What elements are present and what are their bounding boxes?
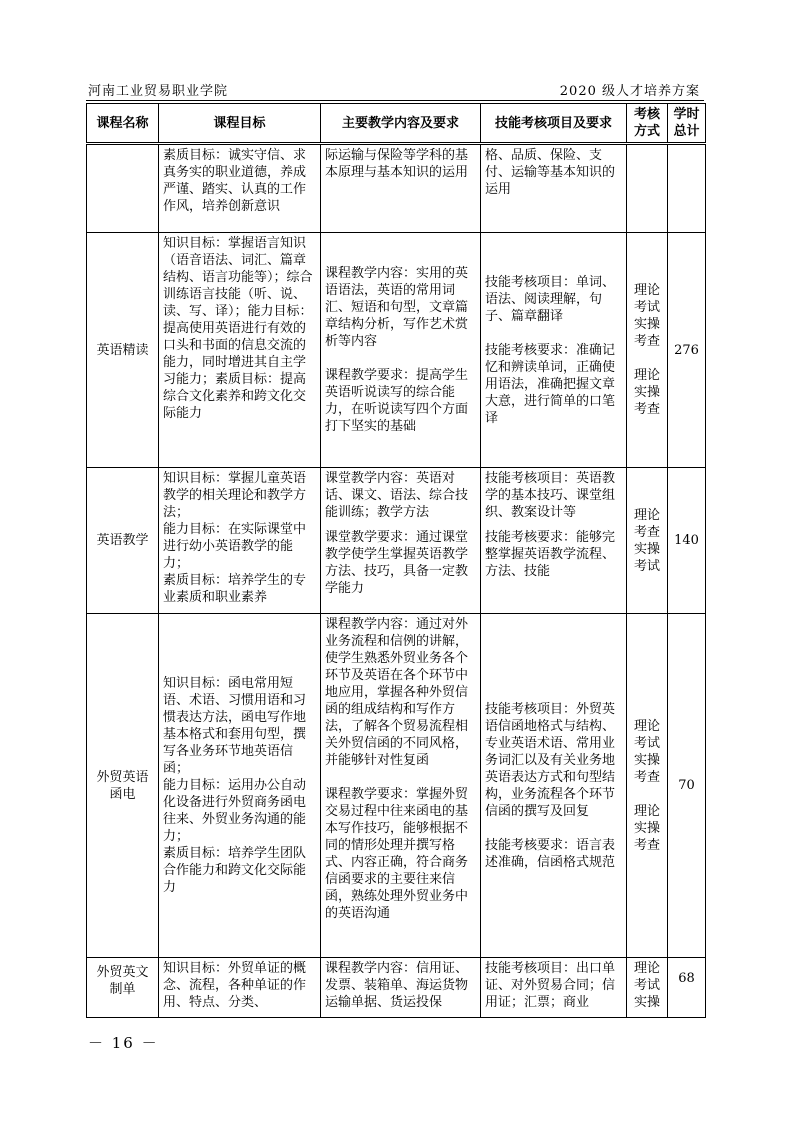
skill-assessment-item-text: 技能考核项目：英语教学的基本技巧、课堂组织、教案设计等 [485,471,616,520]
header-rule [86,100,704,101]
skill-assessment-cell [481,233,627,468]
course-name-cell: 英语精读 [87,233,159,468]
course-name-cell [87,144,159,233]
skill-assessment-cell [481,468,627,614]
total-hours-cell: 276 [668,233,706,468]
course-name-cell: 英语教学 [87,468,159,614]
teaching-content-text: 课程教学内容：信用证、发票、装箱单、海运货物运输单据、货运投保 [325,961,469,1010]
skill-assessment-requirement-text: 技能考核要求：能够完整掌握英语教学流程、方法、技能 [485,530,616,579]
course-goal-cell [159,958,321,1018]
column-header-assessment-method: 考核方式 [627,104,668,144]
header-document-title: 2020 级人才培养方案 [559,84,700,99]
column-header-total-hours: 学时总计 [668,104,706,144]
course-goal-cell [159,468,321,614]
teaching-content-text: 课程教学内容：实用的英语语法，英语的常用词汇、短语和句型，文章篇章结构分析，写作艺术赏析等内容 [325,266,469,349]
teaching-requirement-text: 课程教学要求：掌握外贸交易过程中往来函电的基本写作技巧，能够根据不同的情形处理并撰写格式、内容正确，符合商务信函要求的主要往来信函，熟练处理外贸业务中的英语沟通 [325,787,469,921]
teaching-content-cell [321,614,481,958]
teaching-content-cell [321,468,481,614]
course-goal-cell [159,233,321,468]
teaching-content-text: 课程教学内容：通过对外业务流程和信例的讲解，使学生熟悉外贸业务各个环节及英语在各个环节中地应用，掌握各种外贸信函的组成结构和写作方法，了解各个贸易流程相关外贸信函的不同风格，并能够针对性复函 [325,617,469,768]
course-goal-text: 素质目标：培养学生的专业素质和职业素养 [163,573,307,605]
skill-assessment-cell [481,144,627,233]
column-header-skill-assessment: 技能考核项目及要求 [481,104,627,144]
teaching-content-cell [321,958,481,1018]
course-goal-text: 知识目标：函电常用短语、术语、习惯用语和习惯表达方法，函电写作地基本格式和套用句型，撰写各业务环节地英语信函； [163,676,307,776]
teaching-requirement-text: 课程教学要求：提高学生英语听说读写的综合能力，在听说读写四个方面打下坚实的基础 [325,368,469,434]
table-row [87,468,706,614]
assessment-method-text: 理论实操考查 [633,368,660,417]
header-school-name: 河南工业贸易职业学院 [88,84,229,99]
skill-assessment-item-text: 技能考核项目：出口单证、对外贸易合同；信用证；汇票；商业 [485,961,616,1010]
column-header-teaching-content: 主要教学内容及要求 [321,104,481,144]
table-row [87,958,706,1018]
course-name-cell: 外贸英语函电 [87,614,159,958]
table-row [87,144,706,233]
skill-assessment-requirement-text: 技能考核要求：语言表述准确，信函格式规范 [485,837,616,870]
course-name-cell: 外贸英文制单 [87,958,159,1018]
course-goal-text: 知识目标：外贸单证的概念、流程，各种单证的作用、特点、分类、 [163,961,307,1010]
assessment-method-text: 理论考试实操考查 [633,283,660,349]
teaching-content-cell [321,144,481,233]
table-row [87,233,706,468]
curriculum-table [86,103,706,1018]
teaching-content-cell [321,233,481,468]
course-goal-cell [159,144,321,233]
total-hours-cell: 140 [668,468,706,614]
course-goal-text: 知识目标：掌握语言知识（语音语法、词汇、篇章结构、语言功能等）；综合训练语言技能（听、说、读、写、译）；能力目标：提高使用英语进行有效的口头和书面的信息交流的能力，同时增进其自主学习能力；素质目标：提高综合文化素养和跨文化交际能力 [163,236,313,421]
assessment-method-cell [627,958,668,1018]
total-hours-cell: 70 [668,614,706,958]
skill-assessment-text: 格、品质、保险、支付、运输等基本知识的运用 [485,148,616,197]
assessment-method-cell [627,614,668,958]
teaching-content-text: 课堂教学内容：英语对话、课文、语法、综合技能训练；教学方法 [325,471,469,520]
course-goal-cell [159,614,321,958]
assessment-method-cell [627,468,668,614]
assessment-method-text: 理论考查实操考试 [633,507,660,574]
page-number: － 16 － [88,1034,159,1052]
table-row [87,614,706,958]
assessment-method-text: 理论考试实操考查 [633,718,660,785]
total-hours-cell [668,144,706,233]
skill-assessment-cell [481,958,627,1018]
teaching-requirement-text: 课堂教学要求：通过课堂教学使学生掌握英语教学方法、技巧，具备一定教学能力 [325,530,469,596]
skill-assessment-requirement-text: 技能考核要求：准确记忆和辨读单词，正确使用语法，准确把握文章大意，进行简单的口笔译 [485,342,616,426]
course-goal-text: 素质目标：培养学生团队合作能力和跨文化交际能力 [163,846,307,895]
total-hours-cell: 68 [668,958,706,1018]
column-header-course-goal: 课程目标 [159,104,321,144]
assessment-method-text: 理论考试实操 [633,961,660,1010]
skill-assessment-cell [481,614,627,958]
course-goal-text: 素质目标：诚实守信、求真务实的职业道德，养成严谨、踏实、认真的工作作风，培养创新意识 [163,148,307,214]
teaching-content-text: 际运输与保险等学科的基本原理与基本知识的运用 [325,148,469,180]
skill-assessment-item-text: 技能考核项目：外贸英语信函地格式与结构、专业英语术语、常用业务词汇以及有关业务地英语表达方式和句型结构，业务流程各个环节信函的撰写及回复 [485,701,616,819]
assessment-method-text: 理论实操考查 [633,803,660,853]
table-header-row [87,104,706,144]
course-goal-text: 知识目标：掌握儿童英语教学的相关理论和教学方法； [163,471,307,520]
column-header-course-name: 课程名称 [87,104,159,144]
course-goal-text: 能力目标：运用办公自动化设备进行外贸商务函电往来、外贸业务沟通的能力； [163,778,307,844]
skill-assessment-item-text: 技能考核项目：单词、语法、阅读理解，句子、篇章翻译 [485,274,616,324]
course-goal-text: 能力目标：在实际课堂中进行幼小英语教学的能力； [163,522,307,571]
assessment-method-cell [627,233,668,468]
assessment-method-cell [627,144,668,233]
